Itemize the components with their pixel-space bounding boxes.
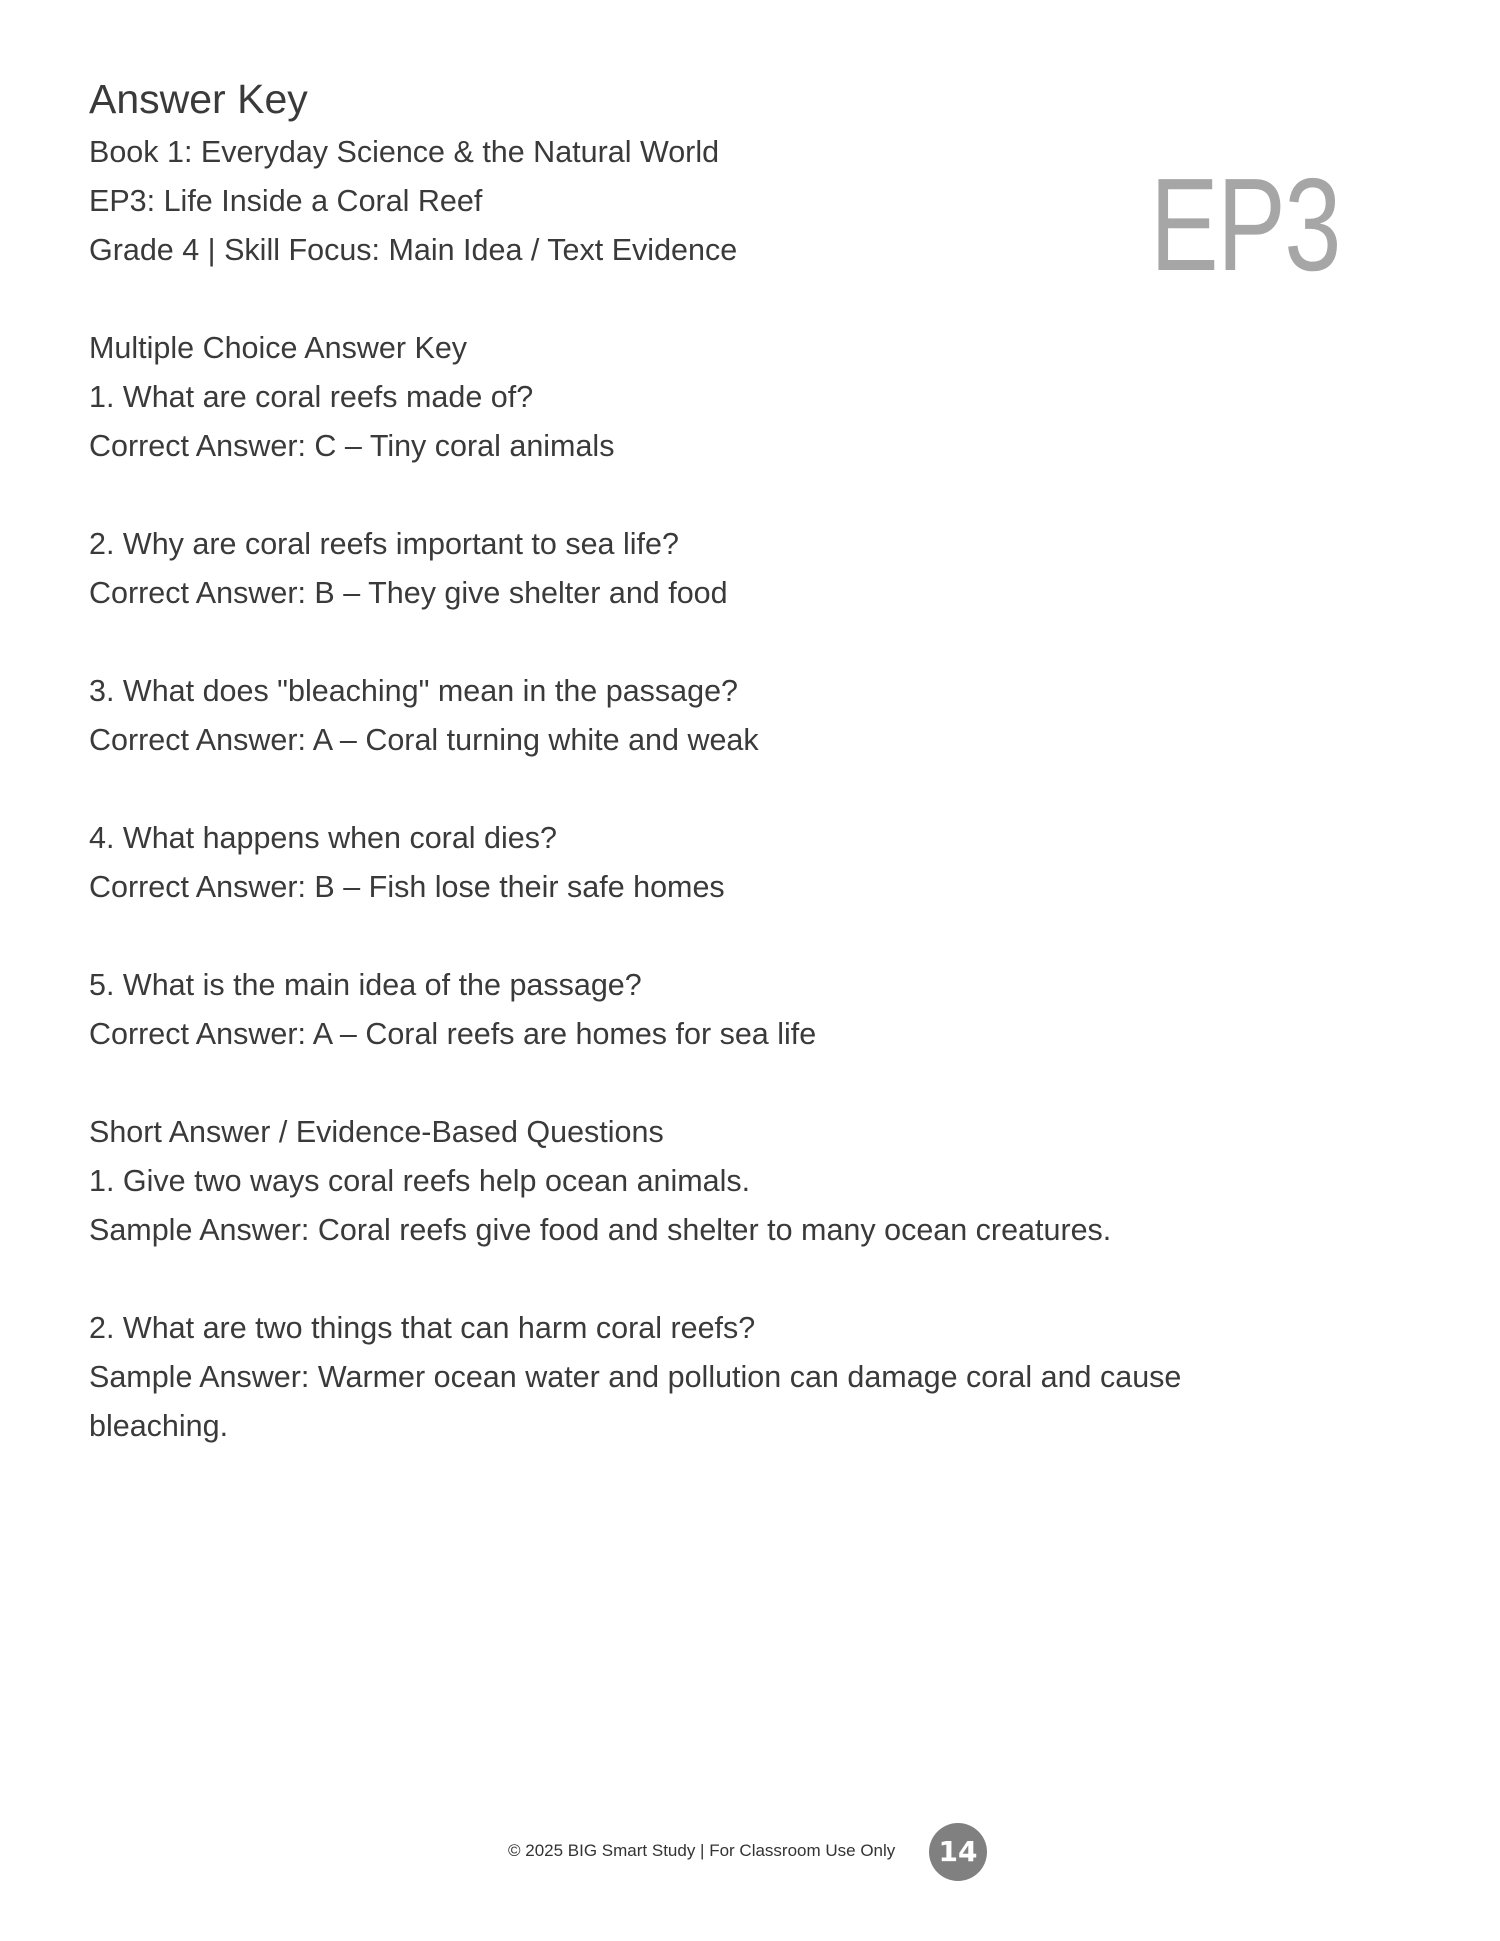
book-title: Book 1: Everyday Science & the Natural World [89,135,720,169]
spacer [89,275,1304,324]
spacer [89,912,1304,961]
answer-key-content [89,128,1304,1451]
episode-badge: EP3 [1150,151,1340,298]
spacer [89,1059,1304,1108]
mc-question: 5. What is the main idea of the passage? [89,968,642,1002]
mc-answer: Correct Answer: A – Coral reefs are homes for sea life [89,1017,817,1051]
mc-answer: Correct Answer: B – Fish lose their safe homes [89,870,725,904]
sa-question: 2. What are two things that can harm coral reefs? [89,1311,756,1345]
sa-question: 1. Give two ways coral reefs help ocean animals. [89,1164,751,1198]
spacer [89,471,1304,520]
mc-answer: Correct Answer: A – Coral turning white and weak [89,723,759,757]
mc-question: 1. What are coral reefs made of? [89,380,534,414]
page-title: Answer Key [89,76,308,122]
mc-answer: Correct Answer: C – Tiny coral animals [89,429,615,463]
spacer [89,765,1304,814]
grade-skill: Grade 4 | Skill Focus: Main Idea / Text Evidence [89,233,738,267]
mc-answer: Correct Answer: B – They give shelter and food [89,576,728,610]
mc-question: 3. What does "bleaching" mean in the passage? [89,674,739,708]
sa-answer: Sample Answer: Warmer ocean water and pollution can damage coral and cause bleaching. [89,1360,1182,1443]
episode-title: EP3: Life Inside a Coral Reef [89,184,483,218]
mc-question: 4. What happens when coral dies? [89,821,557,855]
mc-heading: Multiple Choice Answer Key [89,331,468,365]
mc-question: 2. Why are coral reefs important to sea life? [89,527,679,561]
footer-copyright: © 2025 BIG Smart Study | For Classroom Use Only [508,1841,896,1860]
sa-heading: Short Answer / Evidence-Based Questions [89,1115,664,1149]
spacer [89,1255,1304,1304]
page-number-badge: 14 [929,1823,987,1881]
sa-answer: Sample Answer: Coral reefs give food and shelter to many ocean creatures. [89,1213,1112,1247]
spacer [89,618,1304,667]
